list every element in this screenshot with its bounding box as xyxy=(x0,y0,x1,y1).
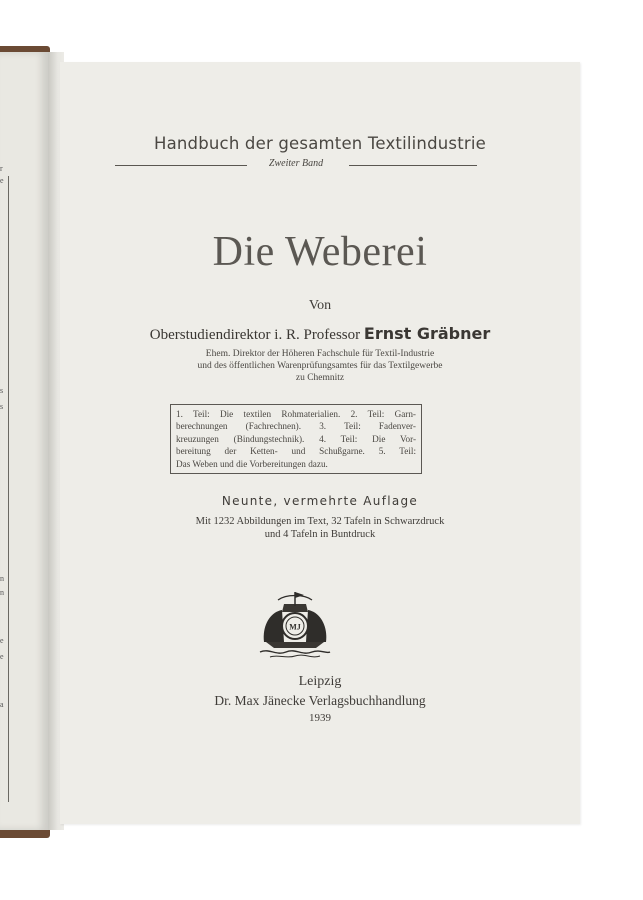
publisher-name: Dr. Max Jänecke Verlagsbuchhandlung xyxy=(214,693,426,708)
affiliation-line: zu Chemnitz xyxy=(295,373,345,383)
affiliation-line: und des öffentlichen Warenprüfungsamtes für das Textilgewerbe xyxy=(197,361,443,371)
publication-year: 1939 xyxy=(309,712,331,724)
edition-line: Neunte, vermehrte Auflage xyxy=(221,494,419,508)
contents-box xyxy=(170,404,422,474)
volume-label: Zweiter Band xyxy=(268,158,324,169)
book-title: Die Weberei xyxy=(212,229,428,275)
illustrations-line: und 4 Tafeln in Buntdruck xyxy=(264,529,376,540)
series-title: Handbuch der gesamten Textilindustrie xyxy=(153,134,487,153)
publisher-ship-emblem-icon xyxy=(256,590,334,660)
author-prefix: Oberstudiendirektor i. R. Professor xyxy=(149,327,361,343)
previous-page xyxy=(0,52,48,830)
illustrations-line: Mit 1232 Abbildungen im Text, 32 Tafeln in Schwarzdruck xyxy=(195,516,445,527)
contents-line: Das Weben und die Vorbereitungen dazu. xyxy=(176,458,328,469)
affiliation-line: Ehem. Direktor der Höheren Fachschule für Textil-Industrie xyxy=(205,349,435,359)
by-label: Von xyxy=(308,298,332,313)
author-line xyxy=(60,324,580,344)
volume-line xyxy=(115,158,477,172)
publication-place: Leipzig xyxy=(298,674,342,689)
contents-line: kreuzungen (Bindungstechnik). 4. Teil: Die Vor- xyxy=(176,433,416,444)
contents-line: bereitung der Ketten- und Schußgarne. 5. Teil: xyxy=(176,446,416,457)
contents-line: 1. Teil: Die textilen Rohmaterialien. 2. Teil: Garn- xyxy=(176,409,416,419)
author-name: Ernst Gräbner xyxy=(363,324,491,343)
contents-line: berechnungen (Fachrechnen). 3. Teil: Fadenver- xyxy=(176,421,416,432)
svg-text:MJ: MJ xyxy=(289,622,301,632)
title-page xyxy=(60,62,580,824)
volume-rule-right xyxy=(349,165,477,166)
previous-page-text-fragments: r e s s n n e e a xyxy=(0,164,4,709)
